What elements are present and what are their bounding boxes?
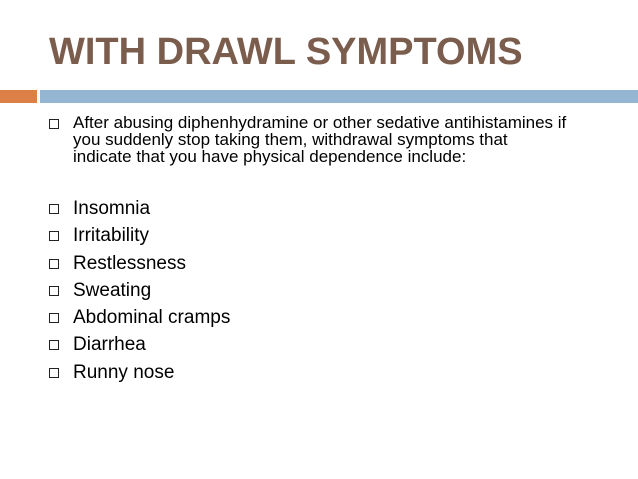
symptom-label: Diarrhea — [73, 334, 146, 356]
symptom-label: Restlessness — [73, 252, 186, 274]
checkbox-bullet-icon — [49, 119, 59, 129]
symptom-label: Sweating — [73, 279, 152, 301]
title-accent-bar-blue — [40, 90, 638, 103]
checkbox-bullet-icon — [49, 259, 59, 269]
list-item — [49, 331, 569, 358]
checkbox-bullet-icon — [49, 286, 59, 296]
intro-paragraph: After abusing diphenhydramine or other sedative antihistamines if you suddenly stop taking them, withdrawal symptoms that indicate that you have physical dependence include: — [73, 113, 567, 166]
list-item — [49, 250, 569, 277]
symptom-label: Irritability — [73, 225, 150, 247]
checkbox-bullet-icon — [49, 340, 59, 350]
list-item — [49, 304, 569, 331]
symptom-label: Abdominal cramps — [73, 307, 231, 329]
list-item — [49, 195, 569, 222]
checkbox-bullet-icon — [49, 368, 59, 378]
list-item — [49, 277, 569, 304]
symptom-label: Insomnia — [73, 198, 151, 219]
checkbox-bullet-icon — [49, 313, 59, 323]
checkbox-bullet-icon — [49, 231, 59, 241]
symptom-label: Runny nose — [73, 361, 175, 383]
list-item — [49, 359, 569, 386]
bullet-list — [49, 114, 569, 386]
checkbox-bullet-icon — [49, 204, 59, 214]
slide-title: WITH DRAWL SYMPTOMS — [49, 31, 523, 73]
title-accent-bar-orange — [0, 90, 37, 103]
list-item — [49, 222, 569, 249]
list-item-intro — [49, 114, 569, 165]
